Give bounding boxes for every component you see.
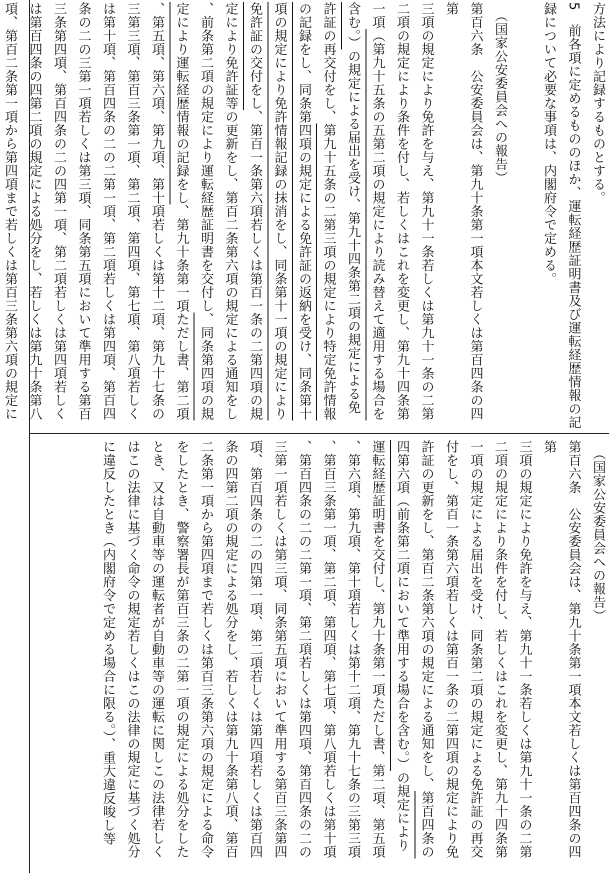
underlined-amendment-line: の記録をし、同条第四項の規定による免許証の返納を受け、同条第十 [296,2,311,421]
underlined-amendment: （第九十五条の五第二項の規定により読み替えて適用する場合を [369,29,385,421]
line [193,2,218,430]
line: 三第一項若しくは第三項、同条第五項において準用する第百三条第四 [271,440,287,859]
text: の規定により [394,771,409,852]
underlined-amendment-line: 項の規定により免許情報記録の抹消をし、同条第十一項の規定により [271,2,287,421]
para-5-number: 5 [565,2,581,11]
line [242,2,267,430]
text: 、第九十条第一項ただし書、第二項 [173,204,189,421]
line: 運転経歴証明書を交付し、第九十条第一項ただし書、第二項、第五項 [369,440,385,859]
line: に違反したとき（内閣府令で定める場合に限る。）、重大違反唆し等 [100,440,115,846]
line: は第百四条の四第二項の規定による処分をし、若しくは第九十条第八 [26,2,42,421]
para-5-line-2: 録について必要な事項は、内閣府令で定める。 [541,2,556,286]
line: 、第五項、第六項、第九項、第十項若しくは第十二項、第九十七条の [149,2,164,421]
line: 、第六項、第九項、第十項若しくは第十二項、第九十七条の三第三項 [345,440,360,859]
text: 、第百一条第六項若しくは第百一条の二第四項の規 [247,110,262,421]
line: 二条第一項から第四項まで若しくは第百三条第六項の規定による命令 [198,440,213,859]
underlined-amendment: 第九十五条の二第三項の規定により特定免許情報 [320,123,336,421]
line: 一項の規定による届出を受け、同条第二項の規定による免許証の再交 [467,440,483,859]
line: 方法により記録するものとする。 [590,2,605,205]
underlined-amendment: 四第六項（前条第二項において準用する場合を含む。） [394,440,409,771]
revised-text-panel [2,2,609,430]
caption-text: （国家公安委員会への報告） [590,453,605,623]
text: の規定による届出を受け、第九十四条第二項の規定による免 [345,49,360,414]
section-divider [29,433,609,434]
line: 三項の規定により免許を与え、第九十一条若しくは第九十一条の二第 [516,440,532,859]
underlined-amendment: 定により運転経歴情報の記録をし [173,2,189,205]
line [340,2,365,430]
line: 二項の規定により条件を付し、若しくはこれを変更し、第九十四条第 [394,2,409,421]
line [413,440,438,870]
line: 、第百四条の二の二第一項、第二項若しくは第四項、第百四条の二の [296,440,311,859]
text: 許証の再交付をし、 [320,2,336,124]
line: 三項の規定により免許を与え、第九十一条若しくは第九十一条の二第 [418,2,434,421]
line: は第十項、第百四条の二の二第一項、第二項若しくは第四項、第百四 [100,2,115,421]
line [389,440,414,870]
article-caption [487,2,512,430]
line: 三第三項、第百三条第一項、第二項、第四項、第七項、第八項若しく [124,2,140,421]
underlined-amendment: 、同条第四項の規 [198,312,213,421]
text: 許証の更新をし、第百二条第六項の規定による通知をし、 [418,440,434,791]
line [168,2,193,430]
line: 付をし、第百一条第六項若しくは第百一条の二第四項の規定により免 [443,440,458,859]
line [364,2,389,430]
line [315,2,340,430]
text: 一項 [369,2,385,29]
underlined-amendment: 免許証の交付をし [247,2,262,110]
underlined-amendment: 含む。） [345,2,360,50]
line: とき、又は自動車等の運転者が自動車等の運転に関しこの法律若しく [149,440,164,859]
line: 定により免許証等の更新をし、第百二条第六項の規定による通知をし [222,2,238,421]
line: 項、第百二条第一項から第四項まで若しくは第百三条第六項の規定に [2,2,17,421]
line: 項、第百四条の二の四第一項、第二項若しくは第四項若しくは第百四 [247,440,262,859]
line: 第百六条 公安委員会は、第九十条第一項本文若しくは第百四条の四第 [443,2,483,421]
current-text-body [34,440,609,870]
revised-text-body [2,2,609,430]
para-5-text: 前各項に定めるもののほか、運転経歴証明書及び運転経歴情報の記 [565,24,581,430]
line: 条の二の三第一項若しくは第三項、同条第五項において準用する第百 [75,2,91,421]
underlined-amendment: 第百四条の [418,791,434,859]
line: 三条第四項、第百四条の二の四第一項、第二項若しくは第四項若しく [51,2,66,421]
line: 第百六条 公安委員会は、第九十条第一項本文若しくは第百四条の四第 [541,440,581,859]
line: 条の四第二項の規定による処分をし、若しくは第九十条第八項、第百 [222,440,238,859]
para-5-line-1 [560,2,585,430]
line: 、第百三条第一項、第二項、第四項、第七項、第八項若しくは第十項 [320,440,336,859]
article-caption [585,440,609,870]
line: はこの法律に基づく命令の規定若しくはこの法律の規定に基づく処分 [124,440,140,859]
line: 二項の規定により条件を付し、若しくはこれを変更し、第九十四条第 [492,440,507,859]
blank-line [511,2,536,430]
line: をしたとき、警察署長が第百三条の二第一項の規定による処分をした [173,440,189,859]
caption-text: （国家公安委員会への報告） [492,15,507,185]
text: 、前条第二項の規定により運転経歴証明書を交付し [198,2,213,313]
current-text-panel [34,440,609,870]
